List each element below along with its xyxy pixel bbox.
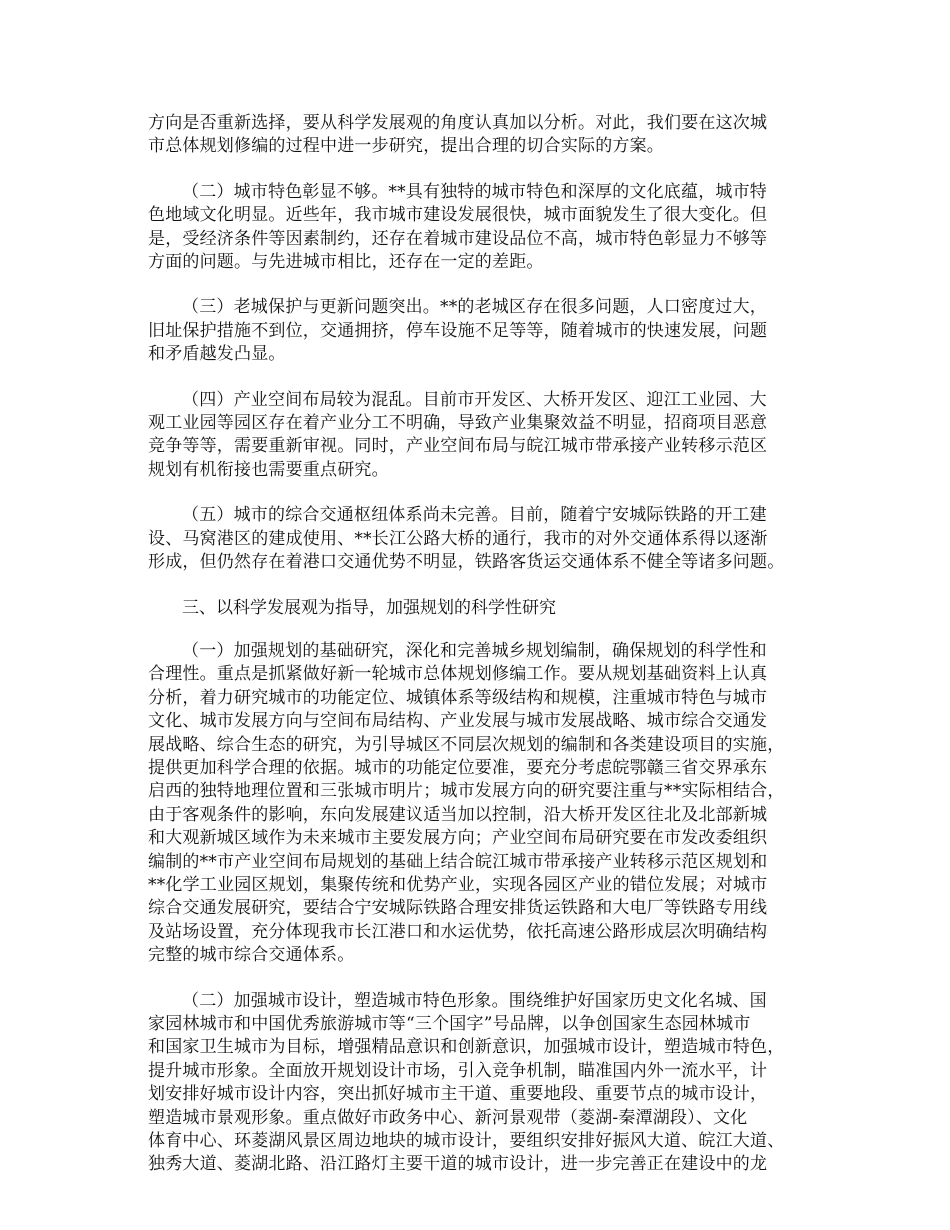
text-line: 分析，着力研究城市的功能定位、城镇体系等级结构和规模，注重城市特色与城市 bbox=[148, 687, 768, 708]
text-line: 提升城市形象。全面放开规划设计市场，引入竞争机制，瞄准国内外一流水平，计 bbox=[148, 1060, 768, 1081]
text-line: 是，受经济条件等因素制约，还存在着城市建设品位不高，城市特色彰显力不够等 bbox=[148, 228, 768, 249]
text-line: 合理性。重点是抓紧做好新一轮城市总体规划修编工作。要从规划基础资料上认真 bbox=[148, 664, 768, 685]
text-line: 规划有机衔接也需要重点研究。 bbox=[148, 459, 389, 480]
text-line: 方面的问题。与先进城市相比，还存在一定的差距。 bbox=[148, 252, 544, 273]
text-line: （二）加强城市设计，塑造城市特色形象。围绕维护好国家历史文化名城、国 bbox=[182, 990, 767, 1011]
paragraph-urban-design bbox=[148, 990, 818, 1177]
text-line: 由于客观条件的影响，东向发展建议适当加以控制，沿大桥开发区往北及北部新城 bbox=[148, 804, 768, 825]
text-line: （五）城市的综合交通枢纽体系尚未完善。目前，随着宁安城际铁路的开工建 bbox=[182, 505, 767, 526]
text-line: 划安排好城市设计内容，突出抓好城市主干道、重要地段、重要节点的城市设计， bbox=[148, 1084, 768, 1105]
text-line: 启西的独特地理位置和三张城市明片；城市发展方向的研究要注重与**实际相结合， bbox=[148, 781, 785, 802]
text-line: 综合交通发展研究，要结合宁安城际铁路合理安排货运铁路和大电厂等铁路专用线 bbox=[148, 898, 768, 919]
text-line: 方向是否重新选择，要从科学发展观的角度认真加以分析。对此，我们要在这次城 bbox=[148, 113, 768, 133]
text-line: （三）老城保护与更新问题突出。**的老城区存在很多问题，人口密度过大， bbox=[182, 297, 767, 318]
text-line: 提供更加科学合理的依据。城市的功能定位要准，要充分考虑皖鄂赣三省交界承东 bbox=[148, 757, 768, 778]
text-line: **化学工业园区规划，集聚传统和优势产业，实现各园区产业的错位发展；对城市 bbox=[148, 874, 768, 895]
text-line: 观工业园等园区存在着产业分工不明确，导致产业集聚效益不明显，招商项目恶意 bbox=[148, 413, 768, 434]
paragraph-transport-hub bbox=[148, 504, 818, 574]
paragraph-continuation bbox=[148, 112, 818, 159]
text-line: 和大观新城区域作为未来城市主要发展方向；产业空间布局研究要在市发改委组织 bbox=[148, 828, 768, 849]
section-heading: 三、以科学发展观为指导，加强规划的科学性研究 bbox=[182, 597, 556, 618]
text-line: 及站场设置，充分体现我市长江港口和水运优势，依托高速公路形成层次明确结构 bbox=[148, 921, 768, 942]
text-line: 展战略、综合生态的研究，为引导城区不同层次规划的编制和各类建设项目的实施， bbox=[148, 734, 785, 755]
text-line: 塑造城市景观形象。重点做好市政务中心、新河景观带（菱湖-秦潭湖段）、文化 bbox=[148, 1107, 748, 1128]
text-line: 竞争等等，需要重新审视。同时，产业空间布局与皖江城市带承接产业转移示范区 bbox=[148, 436, 768, 457]
paragraph-old-town bbox=[148, 296, 818, 366]
text-line: （一）加强规划的基础研究，深化和完善城乡规划编制，确保规划的科学性和 bbox=[182, 640, 767, 661]
text-line: （二）城市特色彰显不够。**具有独特的城市特色和深厚的文化底蕴，城市特 bbox=[182, 181, 767, 202]
text-line: 形成，但仍然存在着港口交通优势不明显，铁路客货运交通体系不健全等诸多问题。 bbox=[148, 552, 785, 573]
text-line: 家园林城市和中国优秀旅游城市等“三个国字”号品牌，以争创国家生态园林城市 bbox=[148, 1014, 751, 1034]
text-line: （四）产业空间布局较为混乱。目前市开发区、大桥开发区、迎江工业园、大 bbox=[182, 389, 767, 410]
paragraph-planning-research bbox=[148, 640, 818, 968]
document-body bbox=[148, 112, 818, 1199]
text-line: 旧址保护措施不到位，交通拥挤，停车设施不足等等，随着城市的快速发展，问题 bbox=[148, 320, 768, 341]
text-line: 色地域文化明显。近些年，我市城市建设发展很快，城市面貌发生了很大变化。但 bbox=[148, 205, 768, 226]
text-line: 文化、城市发展方向与空间布局结构、产业发展与城市发展战略、城市综合交通发 bbox=[148, 711, 768, 732]
text-line: 体育中心、环菱湖风景区周边地块的城市设计，要组织安排好振风大道、皖江大道、 bbox=[148, 1131, 785, 1152]
text-line: 市总体规划修编的过程中进一步研究，提出合理的切合实际的方案。 bbox=[148, 136, 664, 157]
paragraph-city-character bbox=[148, 181, 818, 275]
text-line: 和矛盾越发凸显。 bbox=[148, 344, 286, 365]
text-line: 设、马窝港区的建成使用、**长江公路大桥的通行，我市的对外交通体系得以逐渐 bbox=[148, 528, 768, 549]
text-line: 独秀大道、菱湖北路、沿江路灯主要干道的城市设计，进一步完善正在建设中的龙 bbox=[148, 1154, 768, 1175]
text-line: 编制的**市产业空间布局规划的基础上结合皖江城市带承接产业转移示范区规划和 bbox=[148, 851, 768, 872]
text-line: 完整的城市综合交通体系。 bbox=[148, 945, 355, 966]
paragraph-industry-layout bbox=[148, 389, 818, 483]
text-line: 和国家卫生城市为目标，增强精品意识和创新意识，加强城市设计，塑造城市特色， bbox=[148, 1037, 785, 1058]
